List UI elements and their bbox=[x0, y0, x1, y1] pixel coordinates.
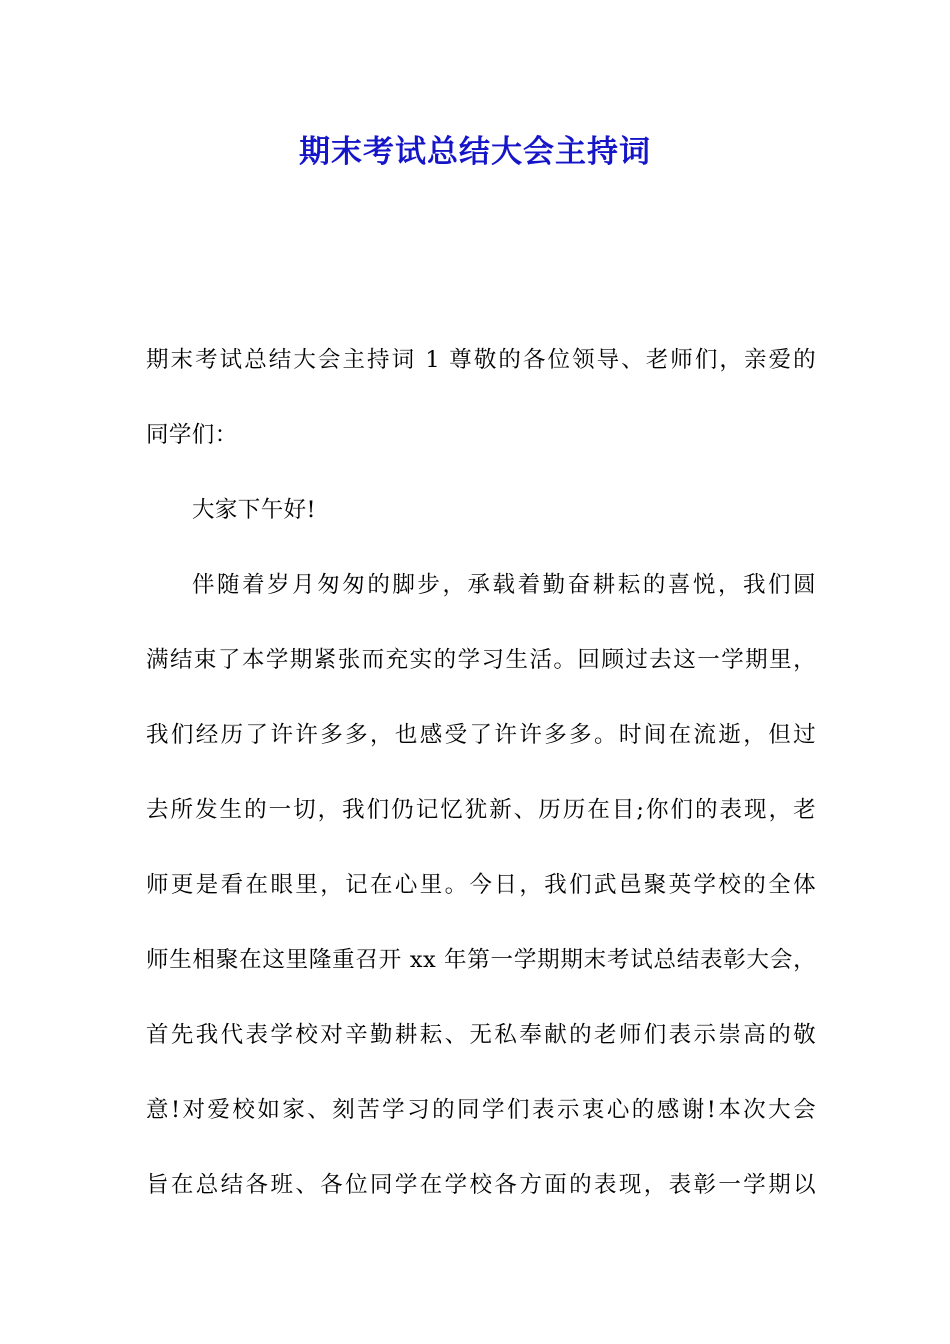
body-line: 意!对爱校如家、刻苦学习的同学们表示衷心的感谢!本次大会 bbox=[146, 1097, 816, 1123]
body-line: 大家下午好! bbox=[192, 497, 316, 523]
body-line: 首先我代表学校对辛勤耕耘、无私奉献的老师们表示崇高的敬 bbox=[146, 1022, 816, 1048]
document-title: 期末考试总结大会主持词 bbox=[299, 134, 651, 170]
body-line: 同学们： bbox=[146, 422, 238, 448]
body-line: 去所发生的一切，我们仍记忆犹新、历历在目;你们的表现，老 bbox=[146, 797, 816, 823]
body-line: 期末考试总结大会主持词 1 尊敬的各位领导、老师们，亲爱的 bbox=[146, 347, 816, 373]
body-line: 师更是看在眼里，记在心里。今日，我们武邑聚英学校的全体 bbox=[146, 872, 816, 898]
body-line: 师生相聚在这里隆重召开 xx 年第一学期期末考试总结表彰大会， bbox=[146, 947, 816, 973]
body-line: 伴随着岁月匆匆的脚步，承载着勤奋耕耘的喜悦，我们圆 bbox=[192, 572, 816, 598]
body-line: 我们经历了许许多多，也感受了许许多多。时间在流逝，但过 bbox=[146, 722, 816, 748]
body-line: 旨在总结各班、各位同学在学校各方面的表现，表彰一学期以 bbox=[146, 1172, 816, 1198]
body-line: 满结束了本学期紧张而充实的学习生活。回顾过去这一学期里， bbox=[146, 647, 816, 673]
